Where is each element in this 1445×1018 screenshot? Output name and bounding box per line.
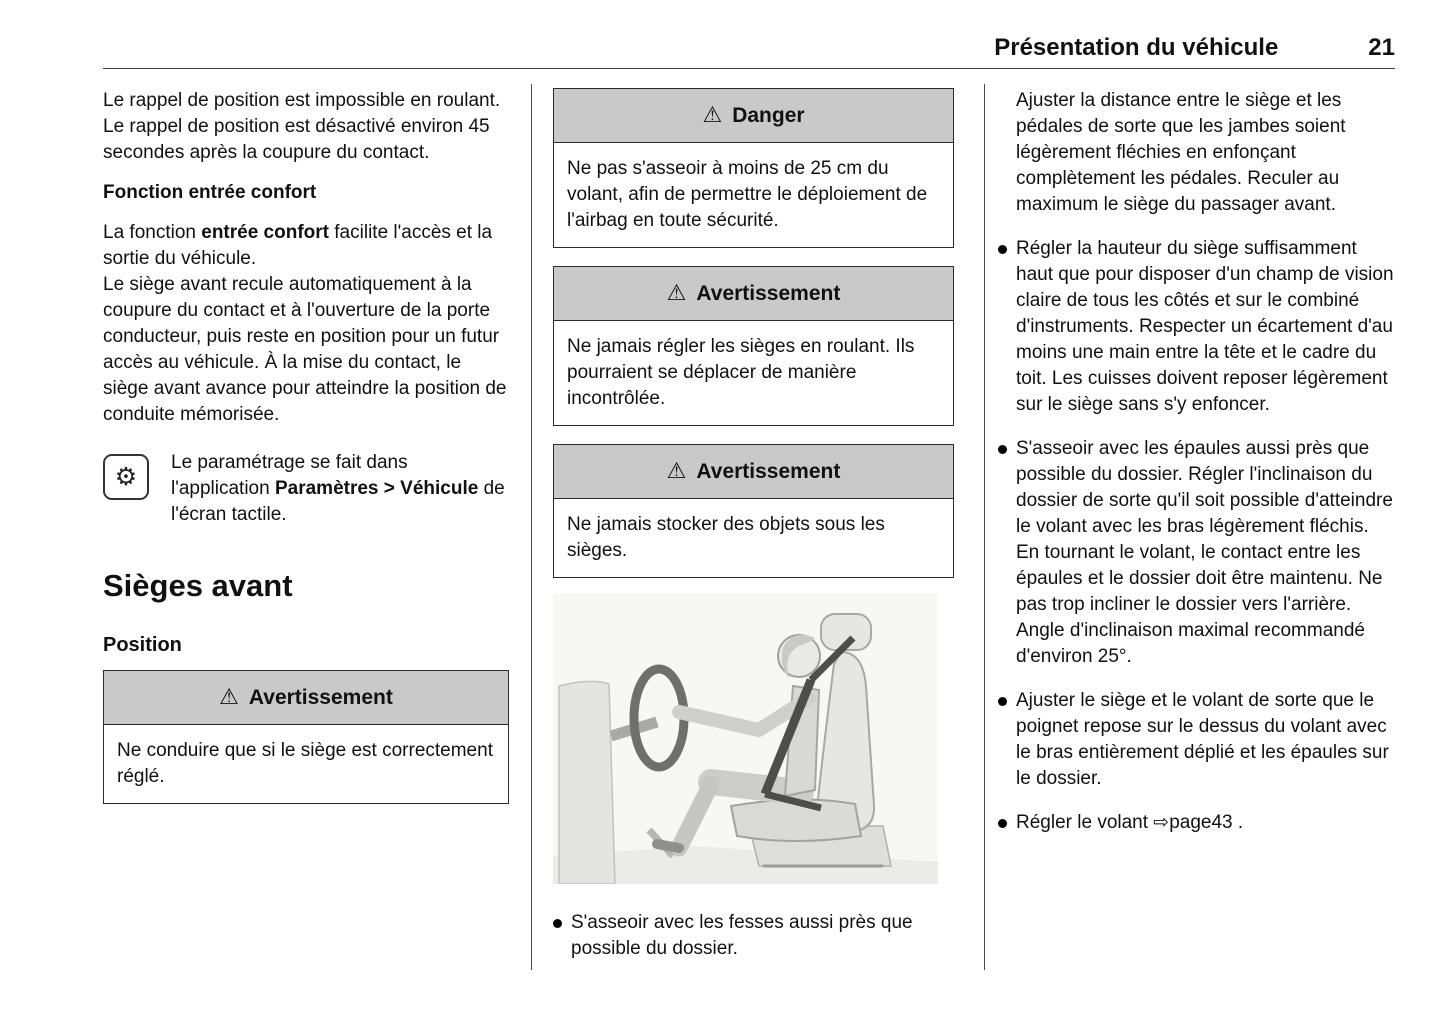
bullet-icon [998, 245, 1007, 254]
danger-header [554, 89, 953, 143]
bullet-icon [553, 919, 562, 928]
list-item [553, 910, 954, 962]
text-segment-bold: Paramètres > Véhicule [274, 478, 479, 499]
column-2 [553, 88, 954, 962]
column-3 [998, 88, 1394, 836]
list-item [998, 236, 1394, 418]
text-segment-bold: entrée confort [201, 222, 329, 243]
column-divider [531, 84, 532, 970]
gear-glyph: ⚙ [114, 463, 138, 491]
warning-box [553, 266, 954, 426]
list-item-text: S'asseoir avec les épaules aussi près que possible du dossier. Régler l'inclinaison du dossier de sorte qu'il soit possible d'atteindre le volant avec les bras légèrement fléchis. En tournant le volant, le contact entre les épaules et le dossier doit être maintenu. Ne pas trop incliner le dossier vers l'arrière. Angle d'inclinaison maximal recommandé d'environ 25°. [1016, 438, 1393, 667]
danger-body: Ne pas s'asseoir à moins de 25 cm du volant, afin de permettre le déploiement de l'airbag en toute sécurité. [567, 158, 928, 231]
column-divider [984, 84, 985, 970]
note-text [171, 450, 509, 528]
seat-position-illustration [553, 594, 938, 884]
warning-body: Ne jamais stocker des objets sous les sièges. [567, 514, 885, 561]
warning-header [554, 267, 953, 321]
text-segment: facilite l'accès et la sortie du véhicule. [103, 222, 493, 269]
page-number: 21 [1368, 34, 1395, 61]
seat-illustration-svg [553, 594, 938, 884]
header-rule [103, 68, 1395, 69]
section-heading-sieges-avant: Sièges avant [103, 568, 293, 603]
body-paragraph: Ajuster la distance entre le siège et les pédales de sorte que les jambes soient légèrement fléchies en enfonçant complètement les pédales. Reculer au maximum le siège du passager avant. [1016, 90, 1346, 215]
list-item [998, 688, 1394, 792]
warning-title: Avertissement [696, 282, 841, 305]
warning-header [104, 671, 508, 725]
warning-icon: ⚠ [219, 684, 239, 709]
column-1 [103, 88, 509, 804]
warning-icon: ⚠ [702, 102, 723, 127]
bullet-icon [998, 445, 1007, 454]
list-item-text: Régler le volant ⇨page43 . [1016, 812, 1244, 833]
bullet-icon [998, 697, 1007, 706]
danger-title: Danger [732, 104, 805, 127]
list-item-text: S'asseoir avec les fesses aussi près que possible du dossier. [571, 912, 913, 959]
warning-title: Avertissement [248, 686, 393, 709]
warning-body: Ne jamais régler les sièges en roulant. Ils pourraient se déplacer de manière incontrôlée. [567, 336, 915, 409]
warning-icon: ⚠ [666, 280, 687, 305]
settings-note [103, 450, 509, 528]
warning-box [103, 670, 509, 804]
text-segment: Le paramétrage se fait dans l'application [171, 452, 408, 499]
list-item-text: Régler la hauteur du siège suffisamment haut que pour disposer d'un champ de vision claire de tous les côtés et sur le combiné d'instruments. Respecter un écartement d'au moins une main entre la tête et le cadre du toit. Les cuisses doivent reposer légèrement sur le siège sans s'y enfoncer. [1016, 238, 1394, 415]
body-paragraph: Le rappel de position est impossible en roulant. Le rappel de position est désactivé environ 45 secondes après la coupure du contact. [103, 90, 501, 163]
danger-box [553, 88, 954, 248]
page-title: Présentation du véhicule [994, 34, 1279, 61]
gear-icon [103, 454, 149, 500]
text-segment: Le siège avant recule automatiquement à la coupure du contact et à l'ouverture de la porte conducteur, puis reste en position pour un futur accès au véhicule. À la mise du contact, le siège avant avance pour atteindre la position de conduite mémorisée. [103, 274, 507, 425]
bullet-icon [998, 819, 1007, 828]
subsection-heading-position: Position [103, 634, 182, 656]
warning-title: Avertissement [696, 460, 841, 483]
page-header [103, 34, 1395, 62]
list-item [998, 810, 1394, 836]
list-item-text: Ajuster le siège et le volant de sorte que le poignet repose sur le dessus du volant avec le bras entièrement déplié et les épaules sur le dossier. [1016, 690, 1389, 789]
list-item [998, 436, 1394, 670]
body-paragraph [103, 220, 509, 428]
warning-body: Ne conduire que si le siège est correctement réglé. [117, 740, 493, 787]
text-segment: La fonction [103, 222, 202, 243]
warning-box [553, 444, 954, 578]
warning-icon: ⚠ [666, 458, 687, 483]
section-heading-fonction-entree-confort: Fonction entrée confort [103, 182, 317, 203]
warning-header [554, 445, 953, 499]
text-segment: de l'écran tactile. [171, 478, 505, 525]
